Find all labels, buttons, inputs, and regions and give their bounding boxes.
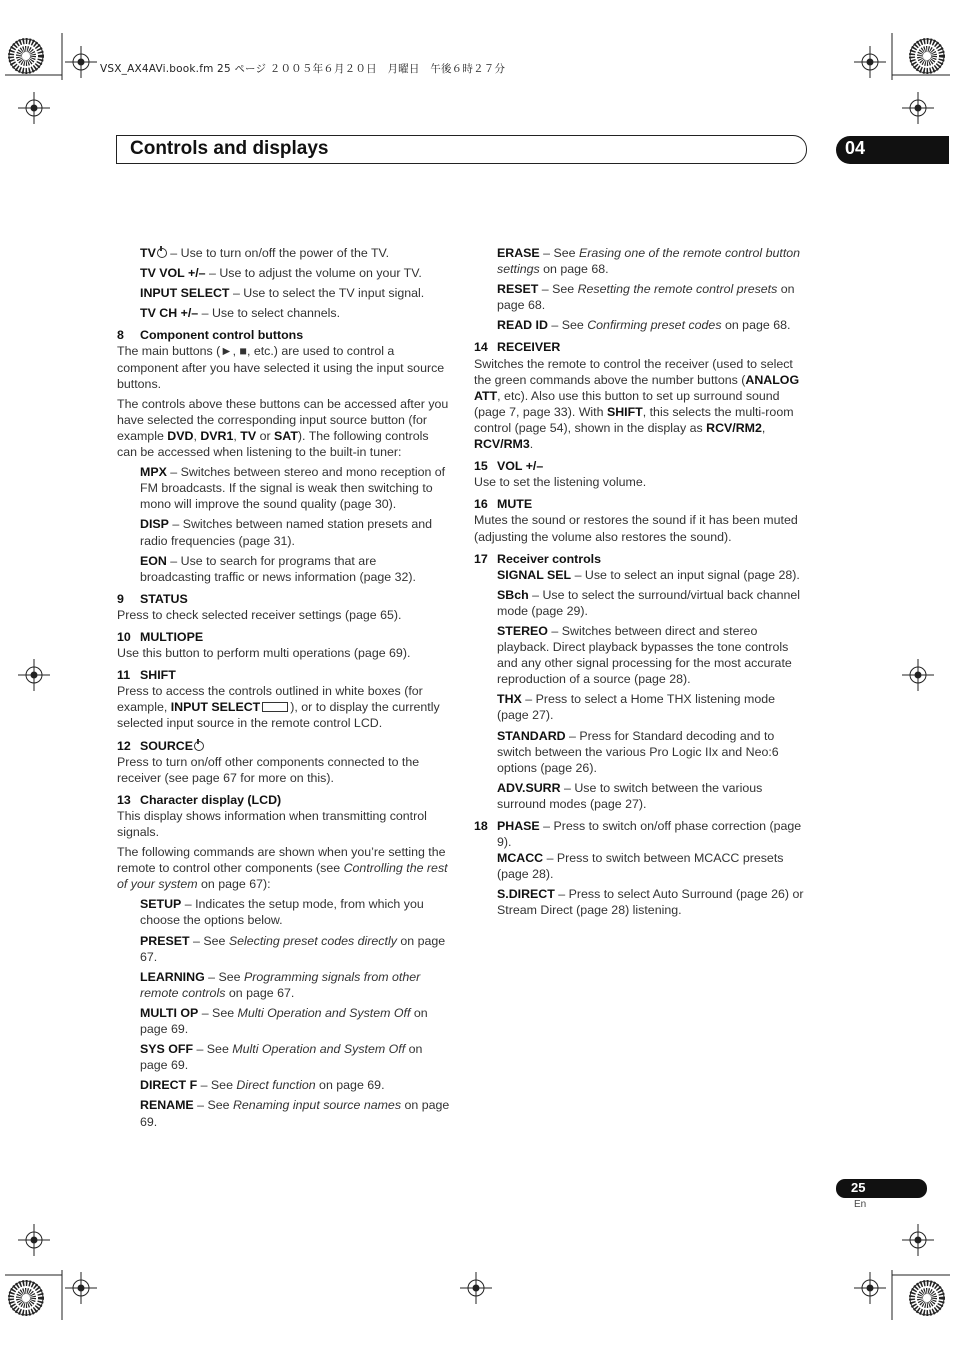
starburst-mark-icon xyxy=(910,1281,944,1315)
starburst-mark-icon xyxy=(910,39,944,73)
section-heading: 10 MULTIOPE xyxy=(117,629,204,644)
registration-mark-icon xyxy=(854,1272,886,1304)
paragraph: Use this button to perform multi operations (page 69). xyxy=(117,646,411,661)
list-item: ADV.SURR – Use to switch between the various surround modes (page 27). xyxy=(497,780,763,811)
paragraph: The following commands are shown when you’re setting the remote to control other components (see Controlling the rest of your system on page 67): xyxy=(117,845,448,892)
list-item: S.DIRECT – Press to select Auto Surround (page 26) or Stream Direct (page 28) listening. xyxy=(497,887,804,918)
list-item: RESET – See Resetting the remote control presets on page 68. xyxy=(497,282,795,313)
list-item: INPUT SELECT – Use to select the TV input signal. xyxy=(140,286,425,301)
list-item: RENAME – See Renaming input source names on page 69. xyxy=(140,1098,450,1129)
print-header: VSX_AX4AVi.book.fm 25 ページ ２００５年６月２０日 月曜日 午後６時２７分 xyxy=(100,63,506,75)
registration-mark-icon xyxy=(460,1272,492,1304)
chapter-number: 04 xyxy=(845,138,866,158)
page-number: 25 xyxy=(851,1180,866,1195)
paragraph: The main buttons (►, ■, etc.) are used to control a component after you have selected it using the input source buttons. xyxy=(117,344,445,391)
section-heading: 17 Receiver controls xyxy=(474,551,601,566)
paragraph: This display shows information when transmitting control signals. xyxy=(117,808,427,839)
list-item: 18 PHASE – Press to switch on/off phase correction (page 9). xyxy=(474,819,802,850)
section-heading: 11 SHIFT xyxy=(117,668,176,683)
section-title: Controls and displays xyxy=(130,138,329,159)
registration-mark-icon xyxy=(18,1224,50,1256)
list-item: DISP – Switches between named station presets and radio frequencies (page 31). xyxy=(140,517,433,548)
section-heading: 12 SOURCE xyxy=(117,738,450,754)
section-heading: 14 RECEIVER xyxy=(474,340,561,355)
list-item: DIRECT F – See Direct function on page 69. xyxy=(140,1078,385,1093)
registration-mark-icon xyxy=(65,46,97,78)
registration-mark-icon xyxy=(18,659,50,691)
list-item: ERASE – See Erasing one of the remote control button settings on page 68. xyxy=(497,246,801,277)
language-label: En xyxy=(854,1199,867,1210)
list-item: STEREO – Switches between direct and stereo playback. Direct playback bypasses the tone controls and any other signal processing for the most accurate reproduction of a source (page 28). xyxy=(497,623,792,687)
list-item: TV – Use to turn on/off the power of the TV. xyxy=(140,246,390,260)
list-item: LEARNING – See Programming signals from other remote controls on page 67. xyxy=(140,969,421,1000)
list-item: SBch – Use to select the surround/virtual back channel mode (page 29). xyxy=(497,587,801,618)
paragraph: The controls above these buttons can be accessed after you have selected the corresponding input source button (for example DVD, DVR1, TV or SAT). The following controls can be accessed when listening to the built-in tuner: xyxy=(117,396,449,460)
section-heading: 15 VOL +/– xyxy=(474,459,544,474)
list-item: MCACC – Press to switch between MCACC presets (page 28). xyxy=(497,851,784,882)
list-item: TV VOL +/– – Use to adjust the volume on your TV. xyxy=(140,266,422,281)
registration-mark-icon xyxy=(18,92,50,124)
list-item: TV CH +/– – Use to select channels. xyxy=(140,306,341,321)
list-item: THX – Press to select a Home THX listening mode (page 27). xyxy=(497,692,776,723)
list-item: SIGNAL SEL – Use to select an input signal (page 28). xyxy=(497,567,800,582)
section-heading: 8 Component control buttons xyxy=(117,328,304,343)
section-heading: 16 MUTE xyxy=(474,497,533,512)
paragraph: Press to turn on/off other components connected to the receiver (see page 67 for more on this). xyxy=(117,754,420,785)
registration-mark-icon xyxy=(854,46,886,78)
paragraph: Press to check selected receiver settings (page 65). xyxy=(117,607,402,622)
section-heading: 13 Character display (LCD) xyxy=(117,792,282,807)
list-item: MPX – Switches between stereo and mono reception of FM broadcasts. If the signal is weak then switching to mono will improve the sound quality (page 30). xyxy=(140,465,446,512)
list-item: MULTI OP – See Multi Operation and System Off on page 69. xyxy=(140,1005,428,1037)
paragraph: Press to access the controls outlined in white boxes (for example, INPUT SELECT ), or to display the currently selected input source in the remote control LCD. xyxy=(117,684,440,731)
starburst-mark-icon xyxy=(9,39,43,73)
list-item: SETUP – Indicates the setup mode, from which you choose the options below. xyxy=(140,897,424,928)
list-item: EON – Use to search for programs that are broadcasting traffic or news information (page 32). xyxy=(140,553,416,584)
registration-mark-icon xyxy=(902,92,934,124)
paragraph: Switches the remote to control the receiver (used to select the green commands above the number buttons (ANALOG ATT, etc). Also use this button to set up surround sound (page 7, page 33). With SHIFT, this selects the multi-room control (page 54), shown in the display as RCV/RM2, RCV/RM3. xyxy=(474,356,800,452)
list-item: PRESET – See Selecting preset codes directly on page 67. xyxy=(140,933,446,964)
section-heading: 9 STATUS xyxy=(117,591,188,606)
starburst-mark-icon xyxy=(9,1281,43,1315)
registration-mark-icon xyxy=(902,1224,934,1256)
list-item: STANDARD – Press for Standard decoding and to switch between the various Pro Logic IIx and Neo:6 options (page 26). xyxy=(497,728,779,775)
list-item: READ ID – See Confirming preset codes on page 68. xyxy=(497,318,791,333)
paragraph: Use to set the listening volume. xyxy=(474,475,647,490)
paragraph: Mutes the sound or restores the sound if it has been muted (adjusting the volume also restores the sound). xyxy=(474,513,798,544)
registration-mark-icon xyxy=(902,659,934,691)
registration-mark-icon xyxy=(65,1272,97,1304)
list-item: SYS OFF – See Multi Operation and System Off on page 69. xyxy=(140,1042,423,1073)
